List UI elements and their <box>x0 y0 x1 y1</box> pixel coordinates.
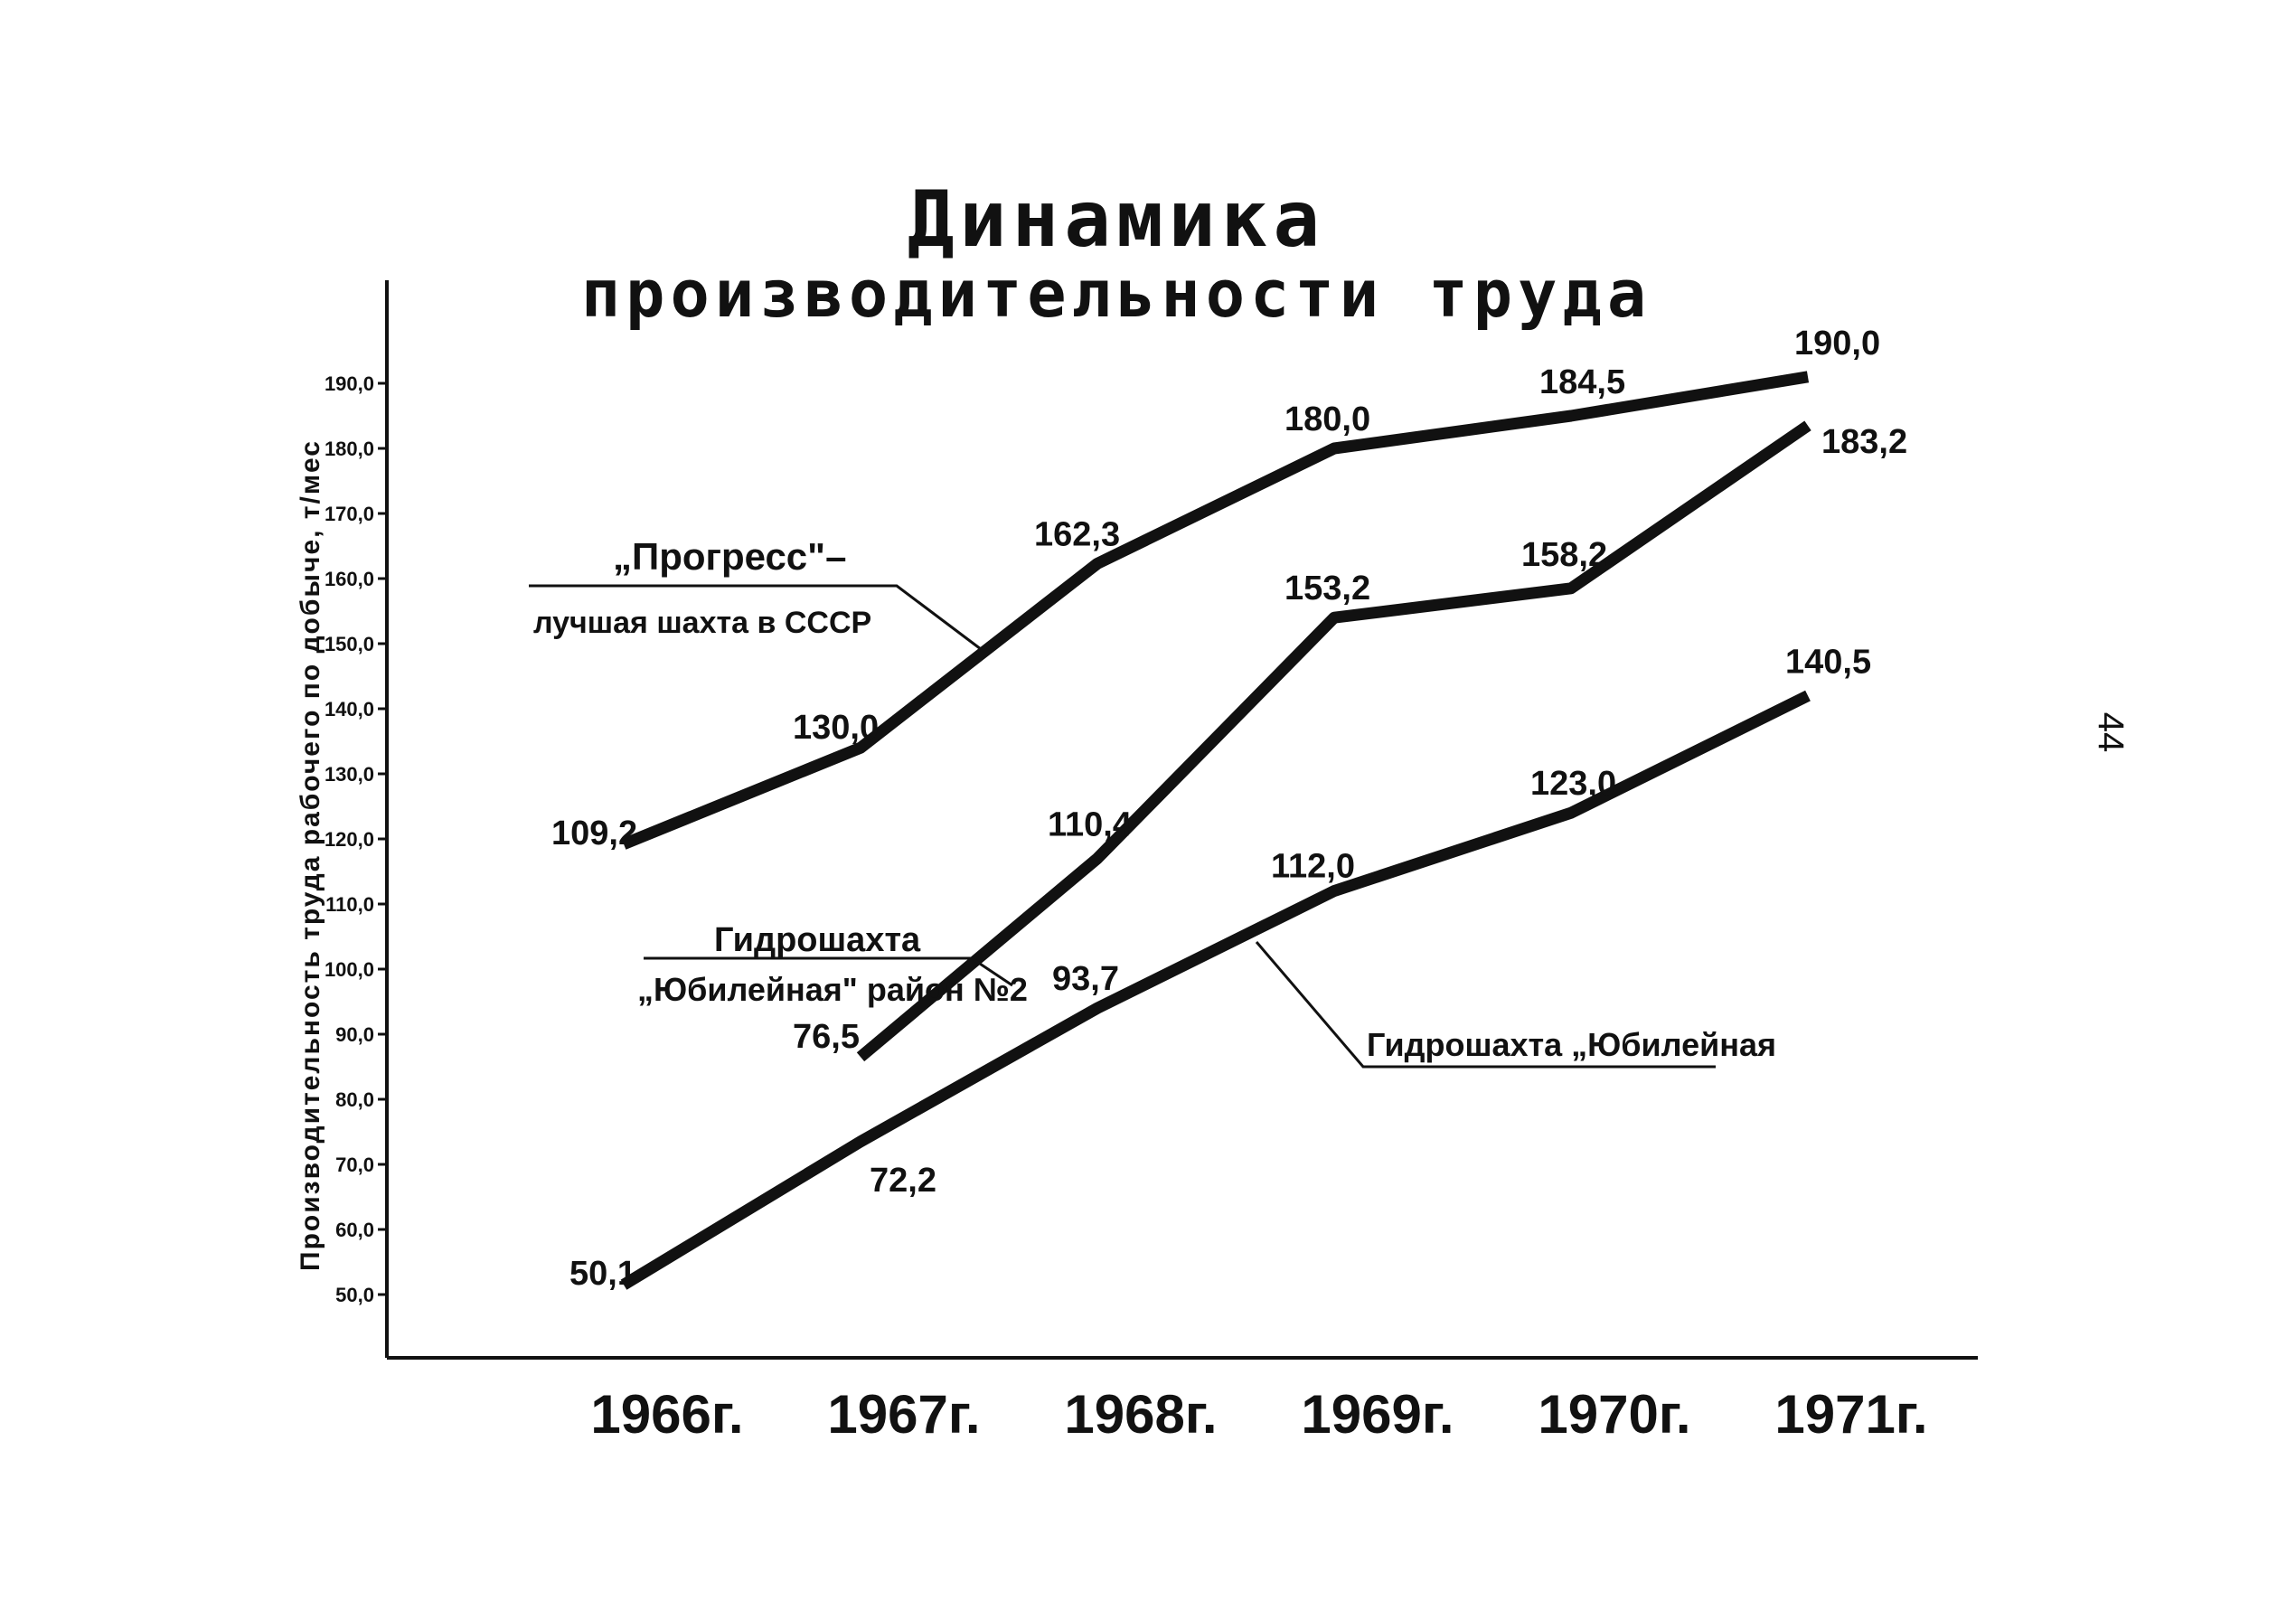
data-label: 180,0 <box>1284 400 1371 438</box>
series-name-yub2-line2: „Юбилейная" район №2 <box>637 971 1028 1008</box>
series-name-yub-line1: Гидрошахта „Юбилейная <box>1367 1026 1776 1063</box>
y-tick-label: 160,0 <box>324 568 374 590</box>
x-tick-label: 1968г. <box>1064 1384 1218 1445</box>
x-tick-label: 1970г. <box>1538 1384 1691 1445</box>
series-lines <box>624 377 1808 1285</box>
data-label: 184,5 <box>1539 363 1626 401</box>
y-tick-label: 170,0 <box>324 503 374 525</box>
x-tick-label: 1967г. <box>827 1384 981 1445</box>
legend-yubileynaya <box>1256 942 1776 1067</box>
data-label: 93,7 <box>1052 960 1119 999</box>
data-label: 130,0 <box>793 709 880 748</box>
data-label: 110,4 <box>1048 805 1132 844</box>
x-tick-label: 1969г. <box>1301 1384 1454 1445</box>
x-ticks <box>590 1384 1927 1445</box>
y-tick-label: 100,0 <box>324 958 374 981</box>
series-name-progress-line2: лучшая шахта в СССР <box>533 606 872 640</box>
y-tick-label: 110,0 <box>325 893 374 916</box>
data-label: 109,2 <box>551 814 638 852</box>
x-tick-label: 1971г. <box>1774 1384 1928 1445</box>
data-label: 123,0 <box>1530 765 1617 804</box>
data-labels <box>551 325 1907 1293</box>
y-tick-label: 130,0 <box>324 763 374 786</box>
y-tick-label: 120,0 <box>324 828 374 851</box>
data-label: 72,2 <box>870 1161 936 1200</box>
y-tick-label: 50,0 <box>335 1284 374 1306</box>
data-label: 50,1 <box>569 1255 636 1294</box>
series-name-progress-line1: „Прогресс"– <box>613 535 847 578</box>
chart-subtitle: производительности труда <box>580 256 1652 332</box>
y-tick-label: 140,0 <box>324 698 374 720</box>
data-label: 112,0 <box>1271 847 1355 886</box>
data-label: 153,2 <box>1284 570 1371 608</box>
series-line-1 <box>861 426 1808 1057</box>
data-label: 140,5 <box>1785 643 1872 682</box>
y-tick-label: 80,0 <box>335 1088 374 1111</box>
data-label: 183,2 <box>1821 422 1908 461</box>
y-tick-label: 190,0 <box>324 372 374 395</box>
data-label: 162,3 <box>1034 515 1121 554</box>
y-tick-label: 90,0 <box>335 1023 374 1046</box>
y-ticks <box>325 372 387 1306</box>
data-label: 190,0 <box>1794 324 1881 363</box>
y-tick-label: 180,0 <box>324 438 374 460</box>
y-tick-label: 150,0 <box>324 633 374 655</box>
x-tick-label: 1966г. <box>590 1384 744 1445</box>
y-tick-label: 60,0 <box>335 1219 374 1241</box>
y-axis-label: Производительность труда рабочего по добыче, т/мес <box>296 439 325 1271</box>
chart-title: Динамика <box>907 174 1326 265</box>
series-name-yub2-line1: Гидрошахта <box>714 921 921 959</box>
legend-progress <box>529 535 981 649</box>
page-number: 44 <box>2091 711 2131 753</box>
y-tick-label: 70,0 <box>335 1154 374 1176</box>
data-label: 76,5 <box>793 1018 860 1057</box>
data-label: 158,2 <box>1521 535 1608 574</box>
